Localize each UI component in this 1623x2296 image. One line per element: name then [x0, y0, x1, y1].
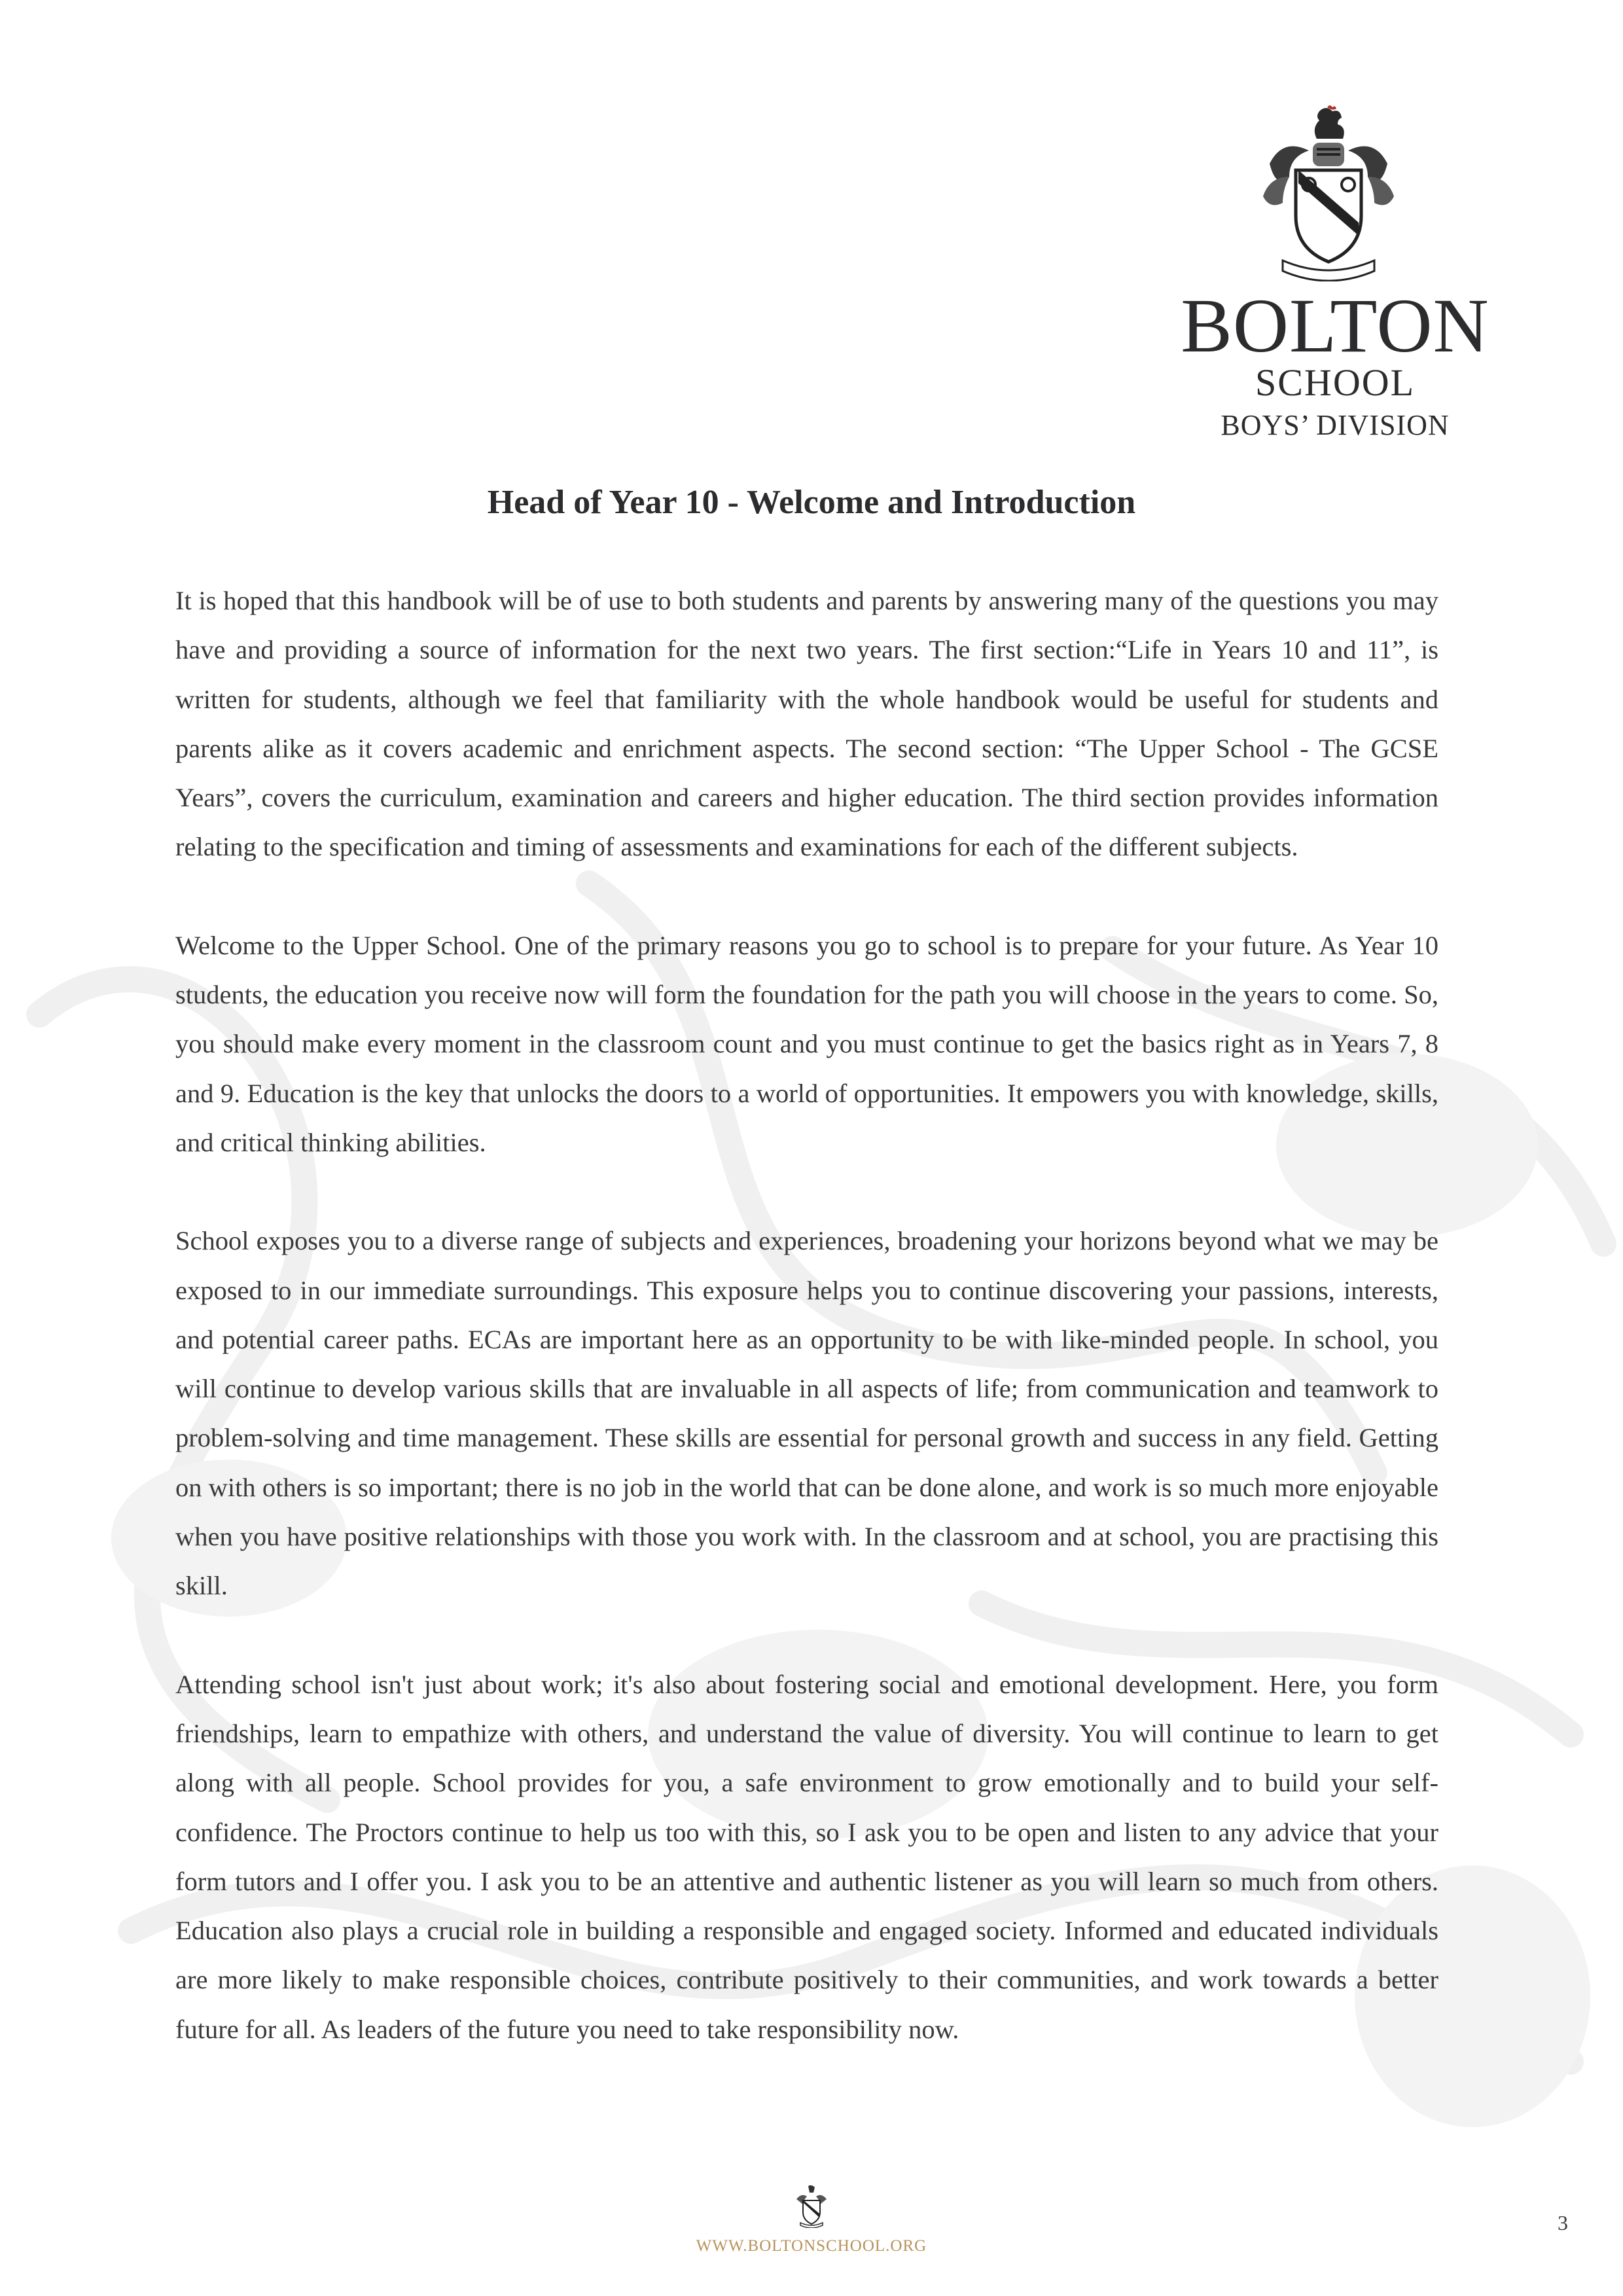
school-sub-name: SCHOOL [1255, 361, 1416, 404]
division-name: BOYS’ DIVISION [1221, 409, 1450, 441]
school-crest-icon [1257, 105, 1400, 281]
page-number: 3 [1558, 2211, 1568, 2234]
page-title: Head of Year 10 - Welcome and Introduction [487, 484, 1136, 521]
paragraph: Attending school isn't just about work; it's also about fostering social and emotional development. Here, you form friendships, learn to empathize with others, and understand the value of diversity. You will continue to learn to get along with all people. School provides for you, a safe environment to grow emotionally and to build your self-confidence. The Proctors continue to help us too with this, so I ask you to be open and listen to any advice that your form tutors and I offer you. I ask you to be an attentive and authentic listener as you will learn so much from others. Education also plays a crucial role in building a responsible and engaged society. Informed and educated individuals are more likely to make responsible choices, contribute positively to their communities, and work towards a better future for all. As leaders of the future you need to take responsibility now. [175, 1669, 1438, 2044]
body-text [175, 576, 1438, 2103]
school-wordmark [1152, 283, 1518, 444]
paragraph: Welcome to the Upper School. One of the primary reasons you go to school is to prepare for your future. As Year 10 students, the education you receive now will form the foundation for the path you will choose in the years to come. So, you should make every moment in the classroom count and you must continue to get the basics right as in Years 7, 8 and 9. Education is the key that unlocks the doors to a world of opportunities. It empowers you with knowledge, skills, and critical thinking abilities. [175, 930, 1438, 1157]
footer-crest-icon [794, 2185, 829, 2228]
school-name: BOLTON [1181, 283, 1489, 368]
paragraph: It is hoped that this handbook will be of use to both students and parents by answering many of the questions you may have and providing a source of information for the next two years. The first section:“Life in Years 10 and 11”, is written for students, although we feel that familiarity with the whole handbook would be useful for students and parents alike as it covers academic and enrichment aspects. The second section: “The Upper School - The GCSE Years”, covers the curriculum, examination and careers and higher education. The third section provides information relating to the specification and timing of assessments and examinations for each of the different subjects. [175, 586, 1438, 862]
paragraph: School exposes you to a diverse range of subjects and experiences, broadening your horizons beyond what we may be exposed to in our immediate surroundings. This exposure helps you to continue discovering your passions, interests, and potential career paths. ECAs are important here as an opportunity to be with like-minded people. In school, you will continue to develop various skills that are invaluable in all aspects of life; from communication and teamwork to problem-solving and time management. These skills are essential for personal growth and success in any field. Getting on with others is so important; there is no job in the world that can be done alone, and work is so much more enjoyable when you have positive relationships with those you work with. In the classroom and at school, you are practising this skill. [175, 1226, 1438, 1601]
website-link[interactable]: WWW.BOLTONSCHOOL.ORG [696, 2237, 927, 2255]
